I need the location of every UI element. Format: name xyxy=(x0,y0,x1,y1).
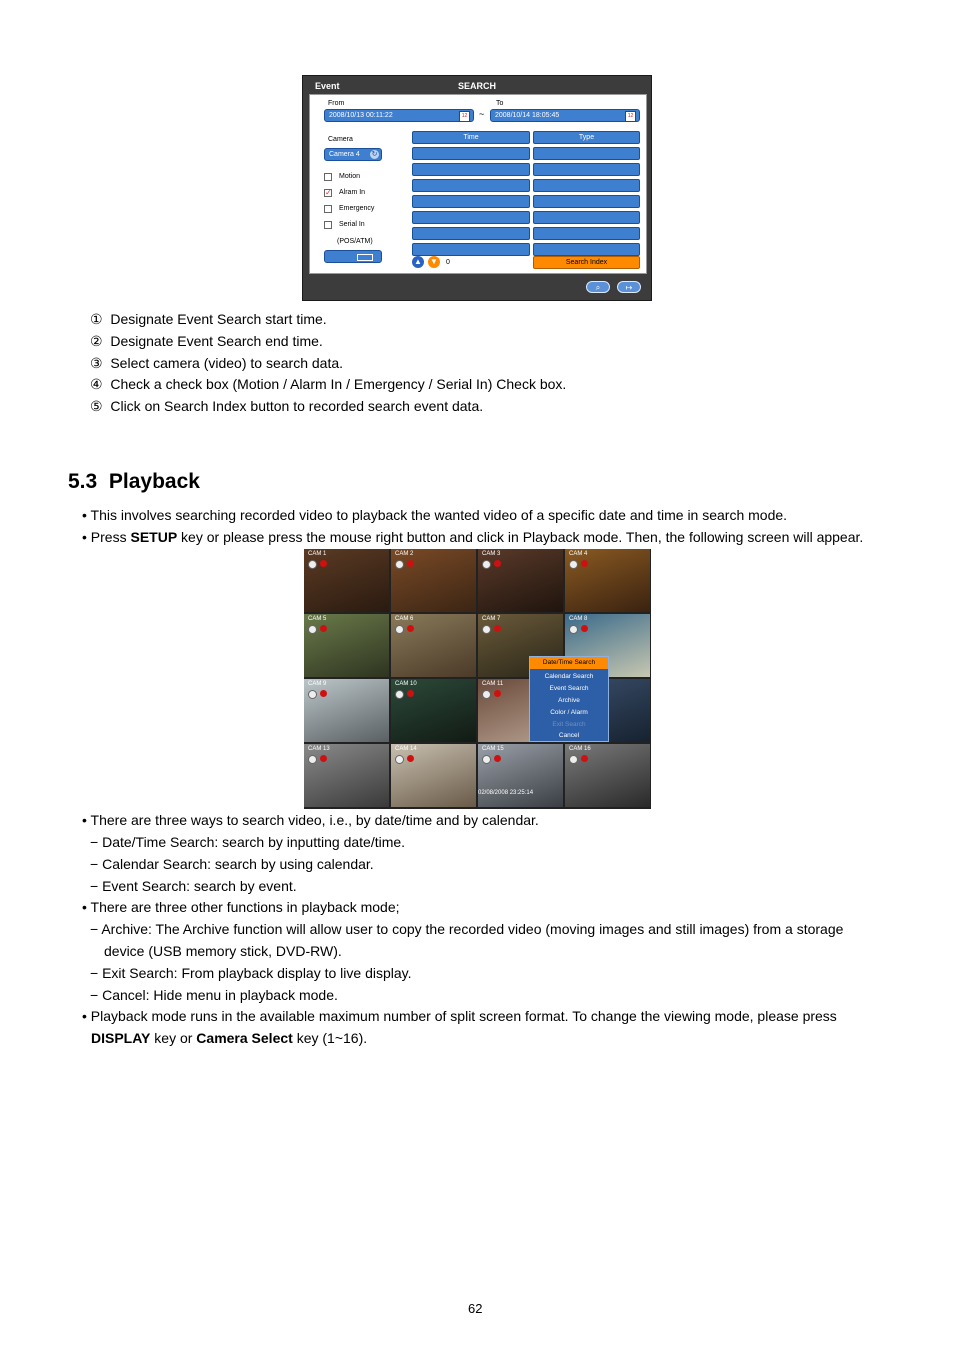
dialog-body xyxy=(309,94,647,274)
ways-item-3 xyxy=(90,878,297,894)
clock-icon xyxy=(569,560,578,569)
camera-tile[interactable] xyxy=(391,744,476,807)
clock-icon xyxy=(308,755,317,764)
result-cell-time[interactable] xyxy=(412,147,530,160)
dash: − xyxy=(90,856,99,872)
camera-tile[interactable] xyxy=(304,744,389,807)
result-cell-type[interactable] xyxy=(533,243,640,256)
step-1 xyxy=(90,311,327,327)
pos-atm-label: (POS/ATM) xyxy=(337,238,373,245)
cancel-item xyxy=(90,987,338,1003)
clock-icon xyxy=(308,690,317,699)
from-date-value: 2008/10/13 00:11:22 xyxy=(329,112,393,119)
setup-key: SETUP xyxy=(130,529,178,545)
camera-tile[interactable] xyxy=(391,679,476,742)
bullet: • xyxy=(82,1008,87,1024)
archive-item xyxy=(90,921,843,937)
keyboard-icon xyxy=(357,254,373,261)
result-cell-type[interactable] xyxy=(533,195,640,208)
record-icon xyxy=(407,625,414,632)
event-search-dialog xyxy=(302,75,652,301)
step-4 xyxy=(90,376,566,392)
playback-timestamp: 02/08/2008 23:25:14 xyxy=(478,790,534,796)
emergency-label: Emergency xyxy=(339,205,375,212)
clock-icon xyxy=(482,755,491,764)
alarm-in-checkbox[interactable]: ✓ xyxy=(325,188,332,197)
column-header-time[interactable]: Time xyxy=(412,131,530,144)
bullet: • xyxy=(82,507,87,523)
clock-icon xyxy=(482,560,491,569)
exit-item xyxy=(90,965,412,981)
record-icon xyxy=(581,755,588,762)
record-icon xyxy=(494,560,501,567)
archive-text-2: device (USB memory stick, DVD-RW). xyxy=(104,943,342,959)
step-text: Click on Search Index button to recorded search event data. xyxy=(110,398,484,414)
dash: − xyxy=(90,834,99,850)
page-down-icon[interactable]: ▼ xyxy=(428,256,440,268)
step-2 xyxy=(90,333,323,349)
camera-label: CAM 1 xyxy=(308,551,327,557)
dialog-title: Event xyxy=(315,81,340,91)
camera-value: Camera 4 xyxy=(329,151,360,158)
camera-label: CAM 7 xyxy=(482,616,501,622)
clock-icon xyxy=(395,690,404,699)
from-date-field[interactable] xyxy=(324,109,474,122)
dash: − xyxy=(90,921,99,937)
serial-select[interactable] xyxy=(324,250,382,263)
camera-tile[interactable] xyxy=(304,614,389,677)
camera-tile[interactable] xyxy=(391,549,476,612)
mode-text-1: Playback mode runs in the available maximum number of split screen format. To change the viewing mode, please press xyxy=(90,1008,837,1024)
ways-item-text: Date/Time Search: search by inputting date/time. xyxy=(102,834,406,850)
camera-tile[interactable] xyxy=(304,549,389,612)
clock-icon xyxy=(308,625,317,634)
mode-text-mid: key or xyxy=(150,1030,197,1046)
camera-label: CAM 11 xyxy=(482,681,504,687)
mode-text-post: key (1~16). xyxy=(292,1030,368,1046)
record-icon xyxy=(320,690,327,697)
clock-icon xyxy=(482,625,491,634)
menu-item-archive[interactable]: Archive xyxy=(558,697,580,704)
step-3 xyxy=(90,355,343,371)
clock-icon xyxy=(395,755,404,764)
result-cell-time[interactable] xyxy=(412,179,530,192)
ways-item-text: Calendar Search: search by using calendar. xyxy=(102,856,374,872)
camera-select-key: Camera Select xyxy=(196,1030,293,1046)
camera-label: CAM 8 xyxy=(569,616,588,622)
playback-menu xyxy=(529,656,609,742)
camera-label: CAM 4 xyxy=(569,551,588,557)
record-icon xyxy=(320,755,327,762)
clock-icon xyxy=(395,625,404,634)
intro-bullet-2 xyxy=(82,529,863,545)
intro-text-2b: key or please press the mouse right button and click in Playback mode. Then, the following screen will appear. xyxy=(177,529,864,545)
search-index-button[interactable]: Search Index xyxy=(533,256,640,269)
serial-in-checkbox[interactable] xyxy=(324,221,332,229)
bullet: • xyxy=(82,899,87,915)
serial-in-label: Serial In xyxy=(339,221,365,228)
from-label: From xyxy=(328,100,345,107)
refresh-icon[interactable]: ↻ xyxy=(371,151,378,158)
intro-bullet-1 xyxy=(82,507,787,523)
to-label: To xyxy=(496,100,504,107)
page-up-icon[interactable]: ▲ xyxy=(412,256,424,268)
menu-item-calendar-search[interactable]: Calendar Search xyxy=(544,673,594,680)
dash: − xyxy=(90,878,99,894)
record-icon xyxy=(581,560,588,567)
clock-icon xyxy=(569,625,578,634)
record-icon xyxy=(494,690,501,697)
mode-text-2 xyxy=(91,1030,367,1046)
to-date-value: 2008/10/14 18:05:45 xyxy=(495,112,560,119)
record-icon xyxy=(320,625,327,632)
dash: − xyxy=(90,987,99,1003)
clock-icon xyxy=(482,690,491,699)
result-cell-type[interactable] xyxy=(533,147,640,160)
camera-tile[interactable] xyxy=(565,744,650,807)
camera-label: CAM 5 xyxy=(308,616,327,622)
menu-item-exit-search[interactable]: Exit Search xyxy=(552,721,586,728)
clock-icon xyxy=(569,755,578,764)
step-number: ④ xyxy=(90,376,103,392)
dash: − xyxy=(90,965,99,981)
step-text: Check a check box (Motion / Alarm In / Emergency / Serial In) Check box. xyxy=(110,376,567,392)
exit-text: Exit Search: From playback display to live display. xyxy=(102,965,412,981)
camera-label: CAM 6 xyxy=(395,616,414,622)
section-title: Playback xyxy=(108,470,200,493)
result-cell-time[interactable] xyxy=(412,227,530,240)
record-icon xyxy=(407,690,414,697)
result-cell-type[interactable] xyxy=(533,211,640,224)
record-icon xyxy=(320,560,327,567)
camera-tile[interactable] xyxy=(478,744,563,807)
section-heading xyxy=(68,470,200,494)
record-icon xyxy=(581,625,588,632)
step-text: Designate Event Search start time. xyxy=(110,311,327,327)
step-number: ⑤ xyxy=(90,398,103,414)
dialog-header: SEARCH xyxy=(458,81,497,91)
motion-label: Motion xyxy=(339,173,361,180)
camera-tile[interactable] xyxy=(565,549,650,612)
range-separator: ~ xyxy=(479,109,485,119)
calendar-icon[interactable]: 12 xyxy=(459,111,470,122)
result-count: 0 xyxy=(446,259,450,266)
clock-icon xyxy=(395,560,404,569)
to-date-field[interactable] xyxy=(490,109,640,122)
camera-label: CAM 16 xyxy=(569,746,591,752)
result-cell-time[interactable] xyxy=(412,243,530,256)
emergency-checkbox[interactable] xyxy=(324,205,332,213)
archive-text-1: Archive: The Archive function will allow user to copy the recorded video (moving images and still images) from a storage xyxy=(101,921,844,937)
menu-item-cancel[interactable]: Cancel xyxy=(558,732,580,739)
cancel-text: Cancel: Hide menu in playback mode. xyxy=(102,987,338,1003)
intro-text-1: This involves searching recorded video to playback the wanted video of a specific date and time in search mode. xyxy=(90,507,788,523)
clock-icon xyxy=(308,560,317,569)
camera-tile[interactable] xyxy=(391,614,476,677)
section-number: 5.3 xyxy=(68,470,98,493)
camera-tile[interactable] xyxy=(304,679,389,742)
step-text: Select camera (video) to search data. xyxy=(110,355,344,371)
camera-label: CAM 13 xyxy=(308,746,330,752)
record-icon xyxy=(407,755,414,762)
other-bullet xyxy=(82,899,400,915)
camera-label: CAM 10 xyxy=(395,681,417,687)
camera-label: CAM 15 xyxy=(482,746,504,752)
ways-text: There are three ways to search video, i.e., by date/time and by calendar. xyxy=(90,812,539,828)
result-cell-type[interactable] xyxy=(533,179,640,192)
other-text: There are three other functions in playback mode; xyxy=(90,899,400,915)
camera-label: CAM 3 xyxy=(482,551,501,557)
result-cell-time[interactable] xyxy=(412,211,530,224)
result-cell-time[interactable] xyxy=(412,163,530,176)
bullet: • xyxy=(82,529,87,545)
ways-item-text: Event Search: search by event. xyxy=(102,878,297,894)
step-number: ② xyxy=(90,333,103,349)
ways-bullet xyxy=(82,812,539,828)
ways-item-1 xyxy=(90,834,405,850)
record-icon xyxy=(494,625,501,632)
intro-text-2a: Press xyxy=(90,529,131,545)
mode-bullet xyxy=(82,1008,837,1024)
bullet: • xyxy=(82,812,87,828)
step-5 xyxy=(90,398,483,414)
menu-item-event-search[interactable]: Event Search xyxy=(549,685,589,692)
record-icon xyxy=(494,755,501,762)
camera-label: CAM 9 xyxy=(308,681,327,687)
step-text: Designate Event Search end time. xyxy=(110,333,323,349)
exit-icon[interactable]: ↦ xyxy=(617,281,641,293)
motion-checkbox[interactable] xyxy=(324,173,332,181)
camera-select[interactable] xyxy=(324,148,382,161)
column-header-type[interactable]: Type xyxy=(533,131,640,144)
search-icon[interactable]: ⌕ xyxy=(586,281,610,293)
step-number: ③ xyxy=(90,355,103,371)
ways-item-2 xyxy=(90,856,374,872)
camera-label: CAM 2 xyxy=(395,551,414,557)
menu-item-color-alarm[interactable]: Color / Alarm xyxy=(550,709,588,716)
camera-label: Camera xyxy=(328,136,353,143)
menu-item-date-time-search[interactable]: Date/Time Search xyxy=(530,657,608,669)
page-number: 62 xyxy=(468,1301,483,1316)
step-number: ① xyxy=(90,311,103,327)
result-cell-type[interactable] xyxy=(533,227,640,240)
calendar-icon[interactable]: 12 xyxy=(625,111,636,122)
record-icon xyxy=(407,560,414,567)
camera-label: CAM 14 xyxy=(395,746,417,752)
result-cell-time[interactable] xyxy=(412,195,530,208)
display-key: DISPLAY xyxy=(91,1030,151,1046)
result-cell-type[interactable] xyxy=(533,163,640,176)
camera-tile[interactable] xyxy=(478,549,563,612)
alarm-in-label: Alram In xyxy=(339,189,366,196)
